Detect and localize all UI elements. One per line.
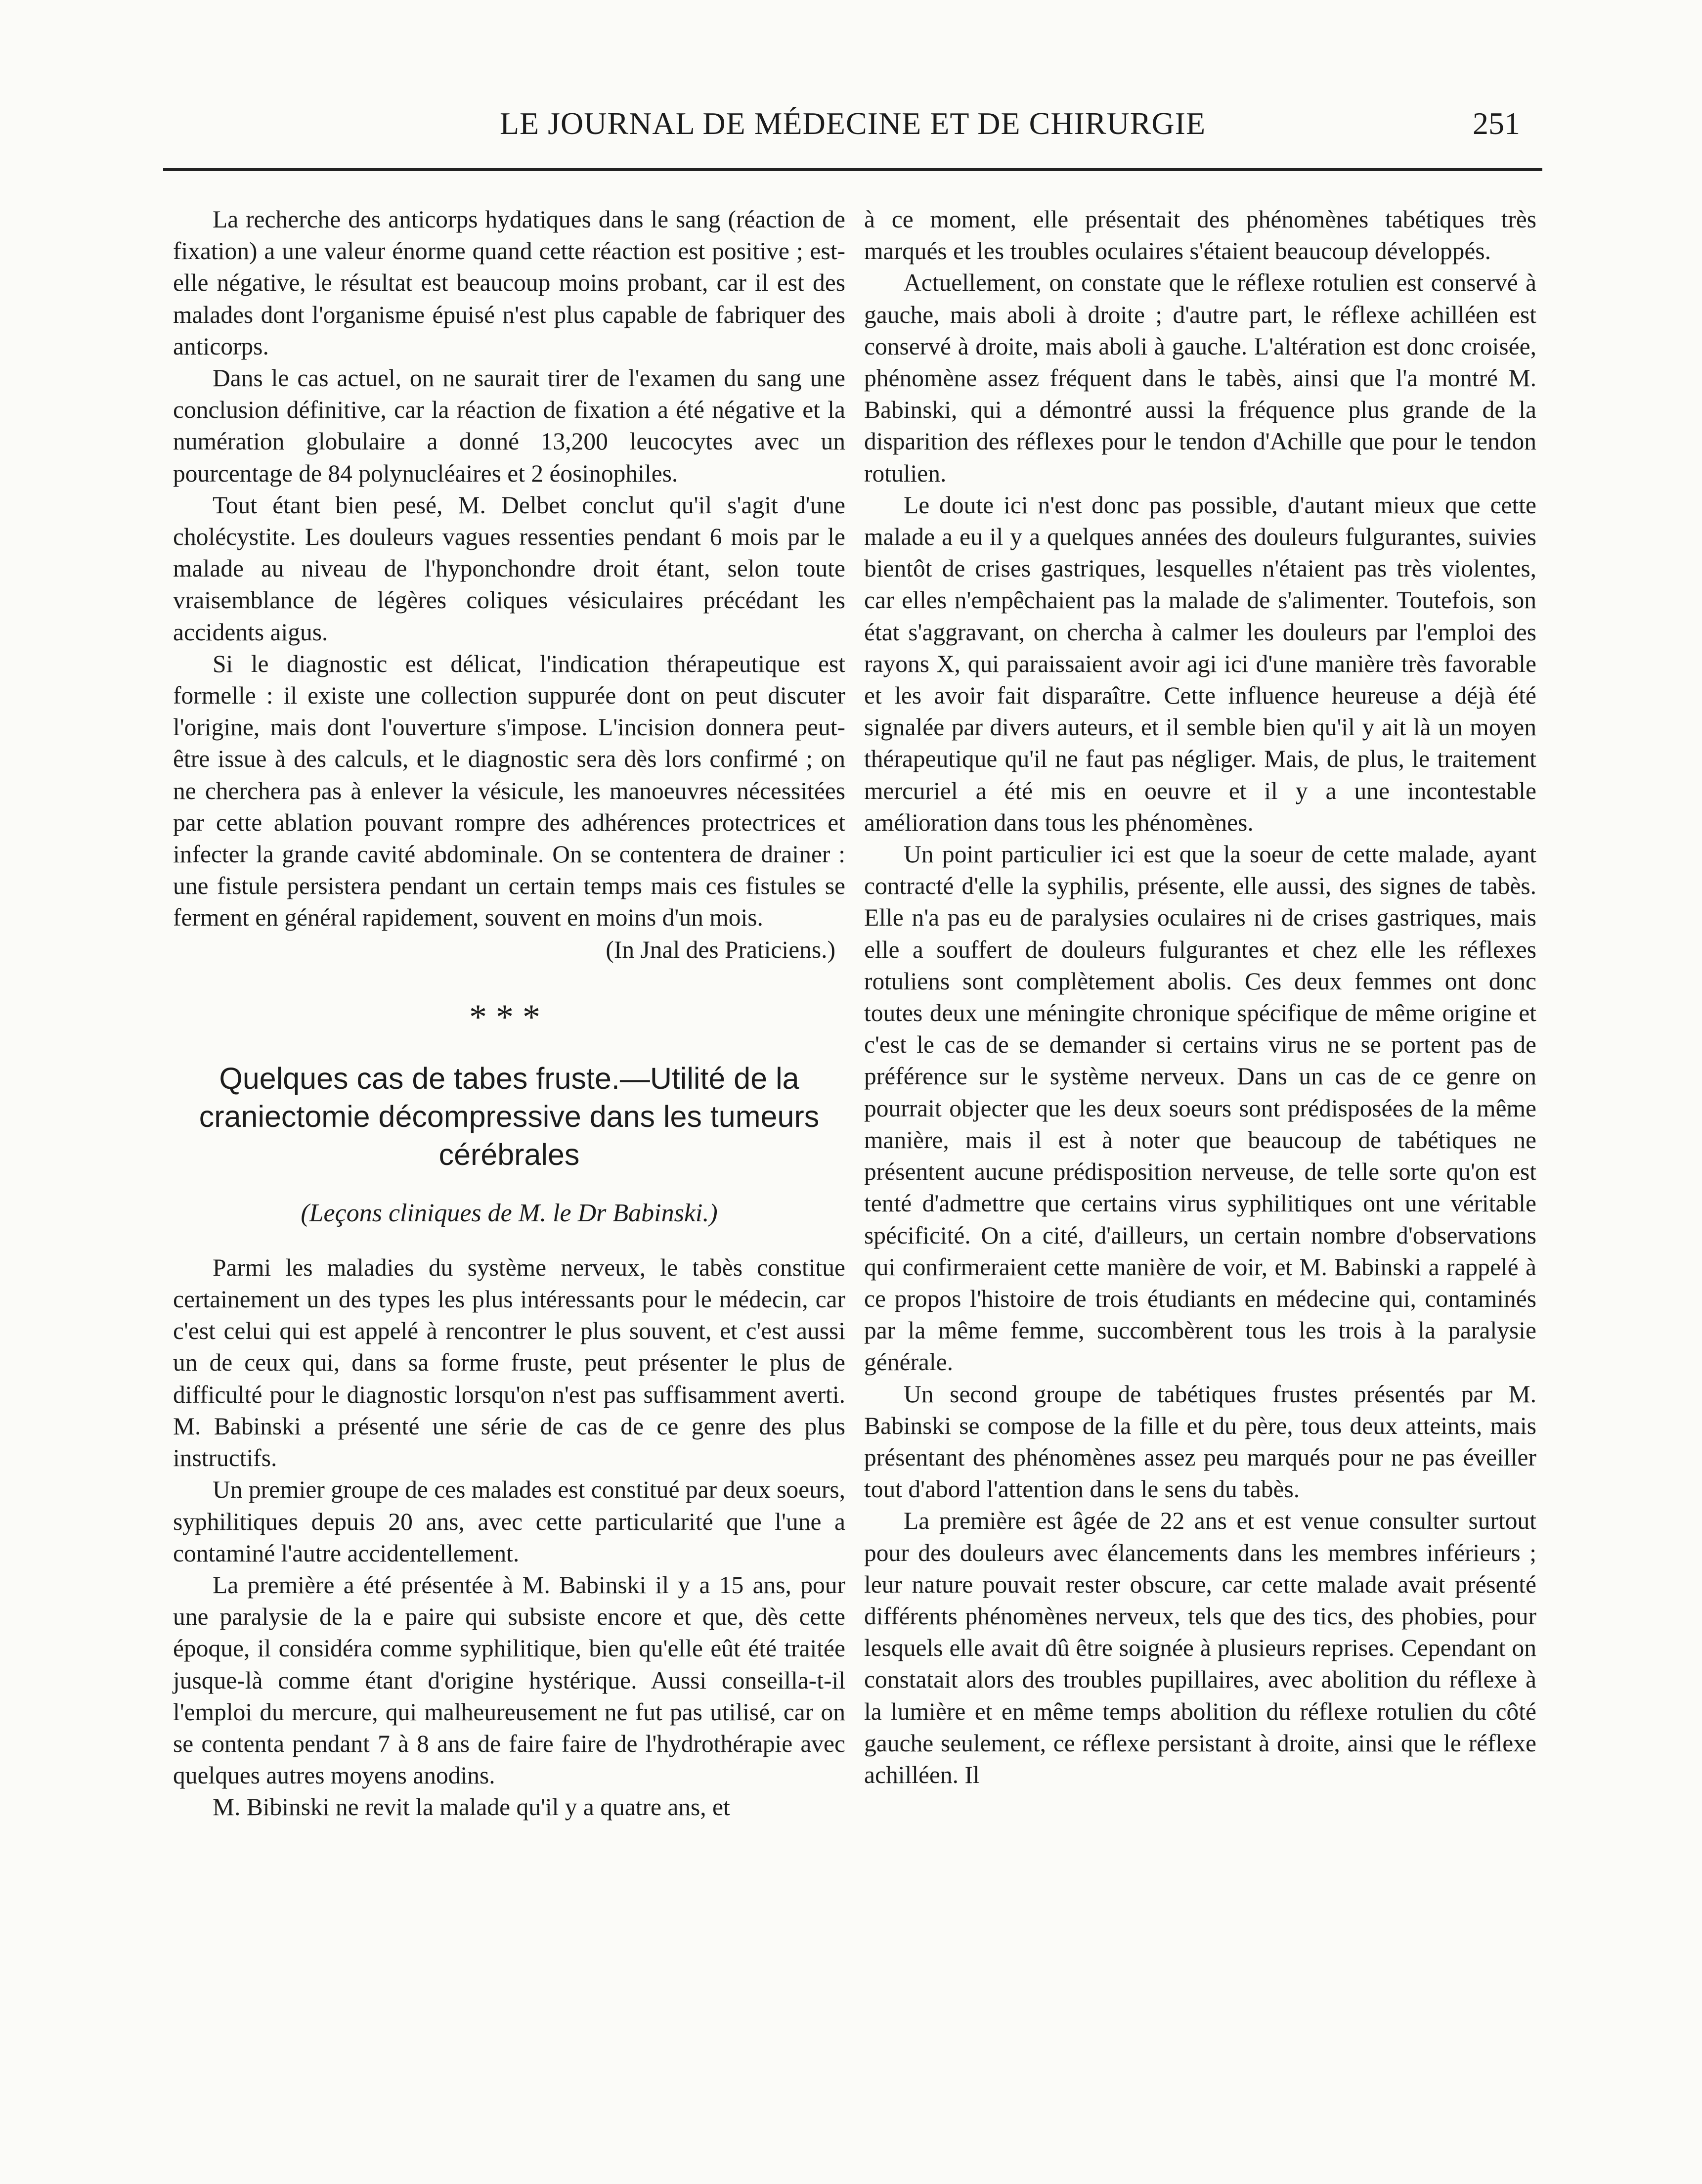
paragraph: La première est âgée de 22 ans et est venue consulter surtout pour des douleurs avec élancements dans les membres inférieurs ; leur nature pouvait rester obscure, car cette malade avait présenté différents phénomènes nerveux, tels que des tics, des phobies, pour lesquels elle avait dû être soignée à plusieurs reprises. Cependant on constatait alors des troubles pupillaires, avec abolition du réflexe à la lumière et en même temps abolition du réflexe rotulien du côté gauche seulement, ce réflexe persistant à droite, ainsi que le réflexe achilléen. Il <box>864 1507 1536 1788</box>
paragraph: La recherche des anticorps hydatiques dans le sang (réaction de fixation) a une valeur énorme quand cette réaction est positive ; est-elle négative, le résultat est beaucoup moins probant, car il est des malades dont l'organisme épuisé n'est plus capable de fabriquer des anticorps. <box>173 206 845 360</box>
section-separator: *** <box>469 997 549 1037</box>
paragraph: Si le diagnostic est délicat, l'indication thérapeutique est formelle : il existe une collection suppurée dont on peut discuter l'origine, mais dont l'ouverture s'impose. L'incision donnera peut-être issue à des calculs, et le diagnostic sera dès lors confirmé ; on ne cherchera pas à enlever la vésicule, les manoeuvres nécessitées par cette ablation pouvant rompre des adhérences protectrices et infecter la grande cavité abdominale. On se contentera de drainer : une fistule persistera pendant un certain temps mais ces fistules se ferment en général rapidement, souvent en moins d'un mois. <box>173 650 845 932</box>
header-rule <box>163 168 1542 171</box>
paragraph: à ce moment, elle présentait des phénomènes tabétiques très marqués et les troubles oculaires s'étaient beaucoup développés. <box>864 206 1536 265</box>
paragraph: Tout étant bien pesé, M. Delbet conclut qu'il s'agit d'une cholécystite. Les douleurs vagues ressenties pendant 6 mois par le malade au niveau de l'hyponchondre droit étant, selon toute vraisemblance de légères coliques vésiculaires précédant les accidents aigus. <box>173 491 845 646</box>
right-column <box>864 204 1536 1791</box>
running-head: LE JOURNAL DE MÉDECINE ET DE CHIRURGIE <box>499 106 1206 141</box>
paragraph: La première a été présentée à M. Babinski il y a 15 ans, pour une paralysie de la e paire qui subsiste encore et que, dès cette époque, il considéra comme syphilitique, bien qu'elle eût été traitée jusque-là comme étant d'origine hystérique. Aussi conseilla-t-il l'emploi du mercure, qui malheureusement ne fut pas utilisé, car on se contenta pendant 7 à 8 ans de faire faire de l'hydrothérapie avec quelques autres moyens anodins. <box>173 1571 845 1789</box>
page-header <box>163 101 1542 156</box>
paragraph: Parmi les maladies du système nerveux, le tabès constitue certainement un des types les plus intéressants pour le médecin, car c'est celui qui est appelé à rencontrer le plus souvent, et c'est aussi un de ceux qui, dans sa forme fruste, peut présenter le plus de difficulté pour le diagnostic lorsqu'on n'est pas suffisamment averti. M. Babinski a présenté une série de cas de ce genre des plus instructifs. <box>173 1253 845 1472</box>
paragraph: Un second groupe de tabétiques frustes présentés par M. Babinski se compose de la fille et du père, tous deux atteints, mais présentant des phénomènes assez peu marqués pour ne pas éveiller tout d'abord l'attention dans le sens du tabès. <box>864 1380 1536 1503</box>
source-citation: (In Jnal des Praticiens.) <box>606 936 835 963</box>
page-number: 251 <box>1473 106 1520 141</box>
paragraph: Dans le cas actuel, on ne saurait tirer de l'examen du sang une conclusion définitive, car la réaction de fixation a été négative et la numération globulaire a donné 13,200 leucocytes avec un pourcentage de 84 polynucléaires et 2 éosinophiles. <box>173 364 845 487</box>
paragraph: Un point particulier ici est que la soeur de cette malade, ayant contracté d'elle la syphilis, présente, elle aussi, des signes de tabès. Elle n'a pas eu de paralysies oculaires ni de crises gastriques, mais elle a souffert de douleurs fulgurantes et chez elle les réflexes rotuliens sont complètement abolis. Ces deux femmes ont donc toutes deux une méningite chronique spécifique de même origine et c'est le cas de se demander si certains virus ne se portent pas de préférence sur le système nerveux. Dans un cas de ce genre on pourrait objecter que les deux soeurs sont prédisposées de la même manière, mais il est à noter que beaucoup de tabétiques ne présentent aucune prédisposition nerveuse, de telle sorte qu'on est tenté d'admettre que certains virus syphilitiques ont une véritable spécificité. On a cité, d'ailleurs, un certain nombre d'observations qui confirmeraient cette manière de voir, et M. Babinski a rappelé à ce propos l'histoire de trois étudiants en médecine qui, contaminés par la même femme, succombèrent tous les trois à la paralysie générale. <box>864 841 1536 1376</box>
article-title: Quelques cas de tabes fruste.—Utilité de la craniectomie décompressive dans les tumeurs cérébrales <box>199 1061 820 1171</box>
left-column <box>173 204 845 1824</box>
paragraph: Le doute ici n'est donc pas possible, d'autant mieux que cette malade a eu il y a quelques années des douleurs fulgurantes, suivies bientôt de crises gastriques, lesquelles n'étaient pas très violentes, car elles n'empêchaient pas la malade de s'alimenter. Toutefois, son état s'aggravant, on chercha à calmer les douleurs par l'emploi des rayons X, qui paraissaient avoir agi ici d'une manière très favorable et les avoir fait disparaître. Cette influence heureuse a déjà été signalée par divers auteurs, et il semble bien qu'il y ait là un moyen thérapeutique qu'il ne faut pas négliger. Mais, de plus, le traitement mercuriel a été mis en oeuvre et il y a une incontestable amélioration dans tous les phénomènes. <box>864 491 1536 836</box>
paragraph: Un premier groupe de ces malades est constitué par deux soeurs, syphilitiques depuis 20 ans, avec cette particularité que l'une a contaminé l'autre accidentellement. <box>173 1476 845 1567</box>
paragraph: Actuellement, on constate que le réflexe rotulien est conservé à gauche, mais aboli à droite ; d'autre part, le réflexe achilléen est conservé à droite, mais aboli à gauche. L'altération est donc croisée, phénomène assez fréquent dans le tabès, ainsi que l'a montré M. Babinski, qui a démontré aussi la fréquence plus grande de la disparition des réflexes pour le tendon d'Achille que pour le tendon rotulien. <box>864 269 1536 487</box>
paragraph: M. Bibinski ne revit la malade qu'il y a quatre ans, et <box>213 1793 730 1821</box>
article-subtitle: (Leçons cliniques de M. le Dr Babinski.) <box>301 1199 718 1227</box>
